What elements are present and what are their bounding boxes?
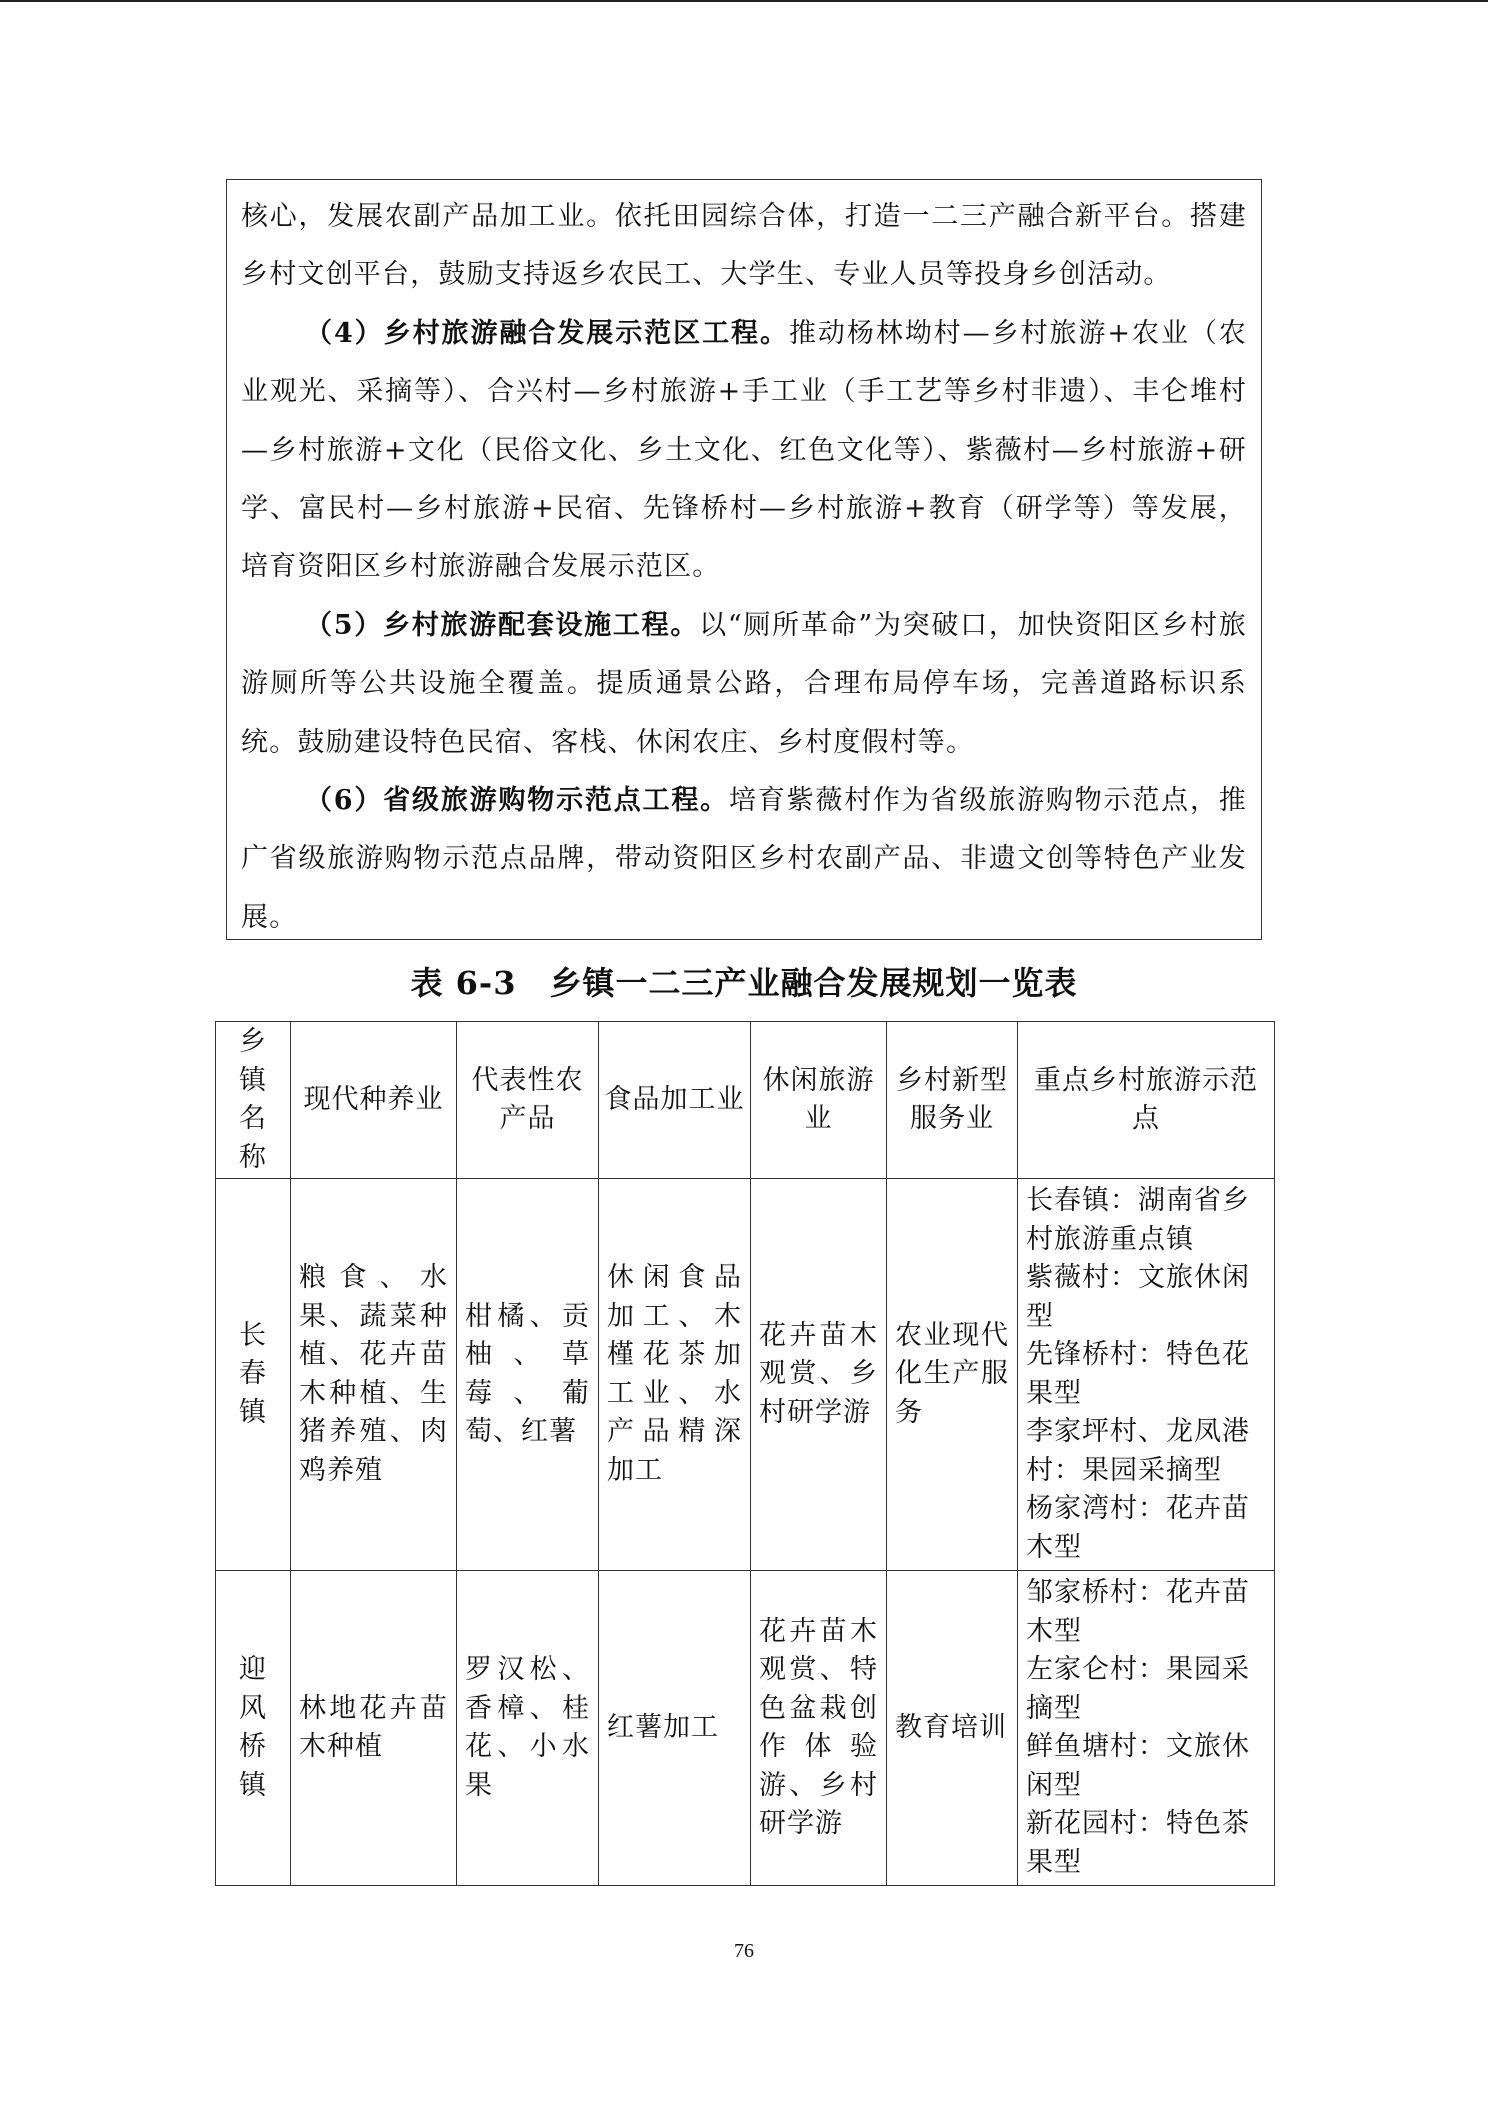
cell-modern: 林地花卉苗木种植 [291, 1571, 457, 1886]
cell-demo: 长春镇：湖南省乡村旅游重点镇 紫薇村：文旅休闲型 先锋桥村：特色花果型 李家坪村、龙凤港村：果园采摘型 杨家湾村：花卉苗木型 [1018, 1179, 1275, 1571]
table-header-row [216, 1022, 1275, 1179]
cell-service: 农业现代化生产服务 [887, 1179, 1018, 1571]
text-box [226, 179, 1262, 940]
p2-body: 推动杨林坳村—乡村旅游+农业（农业观光、采摘等）、合兴村—乡村旅游+手工业（手工艺等乡村非遗）、丰仑堆村—乡村旅游+文化（民俗文化、乡土文化、红色文化等）、紫薇村—乡村旅游+研学、富民村—乡村旅游+民宿、先锋桥村—乡村旅游+教育（研学等）等发展，培育资阳区乡村旅游融合发展示范区。 [241, 317, 1248, 583]
p4-heading: （6）省级旅游购物示范点工程。 [305, 785, 729, 817]
header-leisure: 休闲旅游业 [751, 1022, 887, 1179]
cell-demo: 邹家桥村：花卉苗木型 左家仑村：果园采摘型 鲜鱼塘村：文旅休闲型 新花园村：特色茶果型 [1018, 1571, 1275, 1886]
table-caption: 表 6-3 乡镇一二三产业融合发展规划一览表 [410, 964, 1078, 1002]
cell-food: 红薯加工 [599, 1571, 751, 1886]
p3-heading: （5）乡村旅游配套设施工程。 [305, 609, 700, 641]
header-food: 食品加工业 [599, 1022, 751, 1179]
cell-town: 迎 风 桥 镇 [216, 1571, 291, 1886]
cell-town: 长 春 镇 [216, 1179, 291, 1571]
p1-line2: 建乡村文创平台，鼓励支持返乡农民工、大学生、专业人员等投身乡创活动。 [241, 201, 1247, 291]
top-border-line [0, 0, 1488, 2]
industry-plan-table [215, 1021, 1275, 1886]
paragraph-4 [241, 772, 1247, 947]
table-row [216, 1571, 1275, 1886]
cell-leisure: 花卉苗木观赏、特色盆栽创作体验游、乡村研学游 [751, 1571, 887, 1886]
p2-heading: （4）乡村旅游融合发展示范区工程。 [305, 317, 789, 349]
cell-leisure: 花卉苗木观赏、乡村研学游 [751, 1179, 887, 1571]
cell-product: 罗汉松、香樟、桂花、小水果 [457, 1571, 599, 1886]
header-demo: 重点乡村旅游示范点 [1018, 1022, 1275, 1179]
paragraph-3 [241, 597, 1247, 772]
page-number: 76 [734, 1940, 754, 1962]
table-row [216, 1179, 1275, 1571]
header-modern: 现代种养业 [291, 1022, 457, 1179]
header-town: 乡 镇 名 称 [216, 1022, 291, 1179]
header-service: 乡村新型服务业 [887, 1022, 1018, 1179]
header-product: 代表性农产品 [457, 1022, 599, 1179]
paragraph-2 [241, 305, 1247, 597]
cell-modern: 粮食、水果、蔬菜种植、花卉苗木种植、生猪养殖、肉鸡养殖 [291, 1179, 457, 1571]
cell-product: 柑橘、贡柚、草莓、葡萄、红薯 [457, 1179, 599, 1571]
p4-body: 培育紫薇村作为省级旅游购物示范点，推广省级旅游购物示范点品牌，带动资阳区乡村农副产品、非遗文创等特色产业发展。 [241, 785, 1247, 933]
p1-line1: 核心，发展农副产品加工业。依托田园综合体，打造一二三产融合新平台。搭 [241, 201, 1219, 232]
p3-body: 以“厕所革命”为突破口，加快资阳区乡村旅游厕所等公共设施全覆盖。提质通景公路，合理布局停车场，完善道路标识系统。鼓励建设特色民宿、客栈、休闲农庄、乡村度假村等。 [241, 609, 1247, 758]
paragraph-1 [241, 188, 1247, 305]
cell-service: 教育培训 [887, 1571, 1018, 1886]
cell-food: 休闲食品加工、木槿花茶加工业、水产品精深加工 [599, 1179, 751, 1571]
